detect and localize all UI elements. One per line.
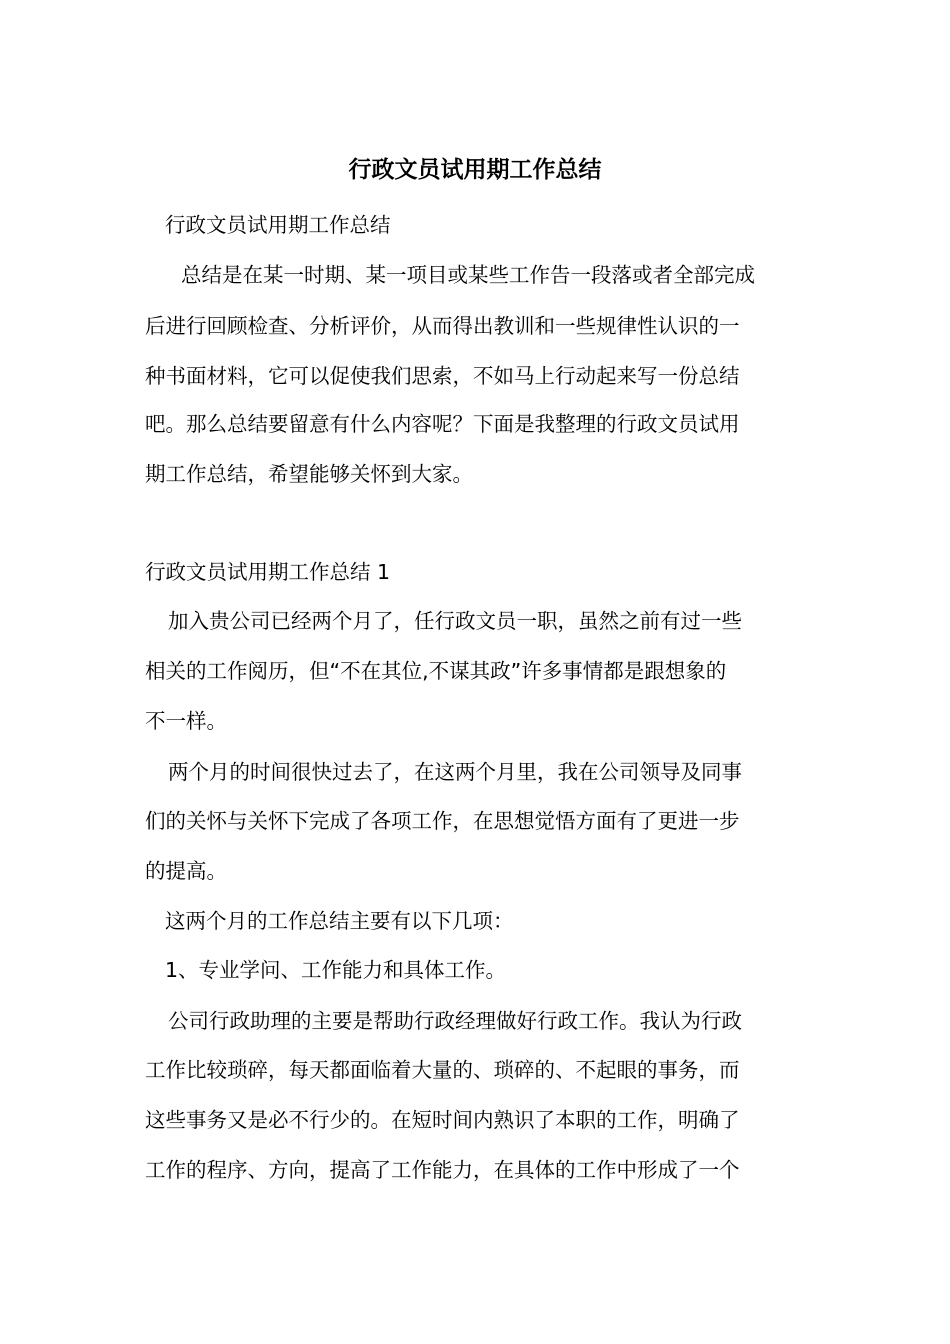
para1-line-1: 加入贵公司已经两个月了，任行政文员一职，虽然之前有过一些: [168, 609, 742, 633]
para4-line-1: 公司行政助理的主要是帮助行政经理做好行政工作。我认为行政: [168, 1009, 742, 1033]
document-title: 行政文员试用期工作总结: [348, 157, 602, 183]
list-item-1: 1、专业学问、工作能力和具体工作。: [165, 958, 507, 982]
intro-line-2: 后进行回顾检查、分析评价，从而得出教训和一些规律性认识的一: [145, 314, 740, 338]
intro-line-5: 期工作总结，希望能够关怀到大家。: [145, 462, 473, 486]
intro-line-4: 吧。那么总结要留意有什么内容呢？下面是我整理的行政文员试用: [145, 412, 740, 436]
para4-line-2: 工作比较琐碎，每天都面临着大量的、琐碎的、不起眼的事务，而: [145, 1058, 740, 1082]
para4-line-4: 工作的程序、方向，提高了工作能力，在具体的工作中形成了一个: [145, 1158, 740, 1182]
para2-line-3: 的提高。: [145, 859, 227, 883]
intro-line-3: 种书面材料，它可以促使我们思索，不如马上行动起来写一份总结: [145, 364, 740, 388]
para1-line-2: 相关的工作阅历，但“不在其位,不谋其政”许多事情都是跟想象的: [145, 659, 727, 683]
para3-line: 这两个月的工作总结主要有以下几项：: [165, 909, 514, 933]
para1-line-3: 不一样。: [145, 709, 227, 733]
intro-line-1: 总结是在某一时期、某一项目或某些工作告一段落或者全部完成: [181, 263, 755, 287]
section-heading: 行政文员试用期工作总结 1: [145, 560, 391, 584]
document-subtitle: 行政文员试用期工作总结: [165, 213, 391, 237]
para4-line-3: 这些事务又是必不行少的。在短时间内熟识了本职的工作，明确了: [145, 1108, 740, 1132]
para2-line-1: 两个月的时间很快过去了，在这两个月里，我在公司领导及同事: [168, 760, 742, 784]
para2-line-2: 们的关怀与关怀下完成了各项工作，在思想觉悟方面有了更进一步: [145, 809, 740, 833]
